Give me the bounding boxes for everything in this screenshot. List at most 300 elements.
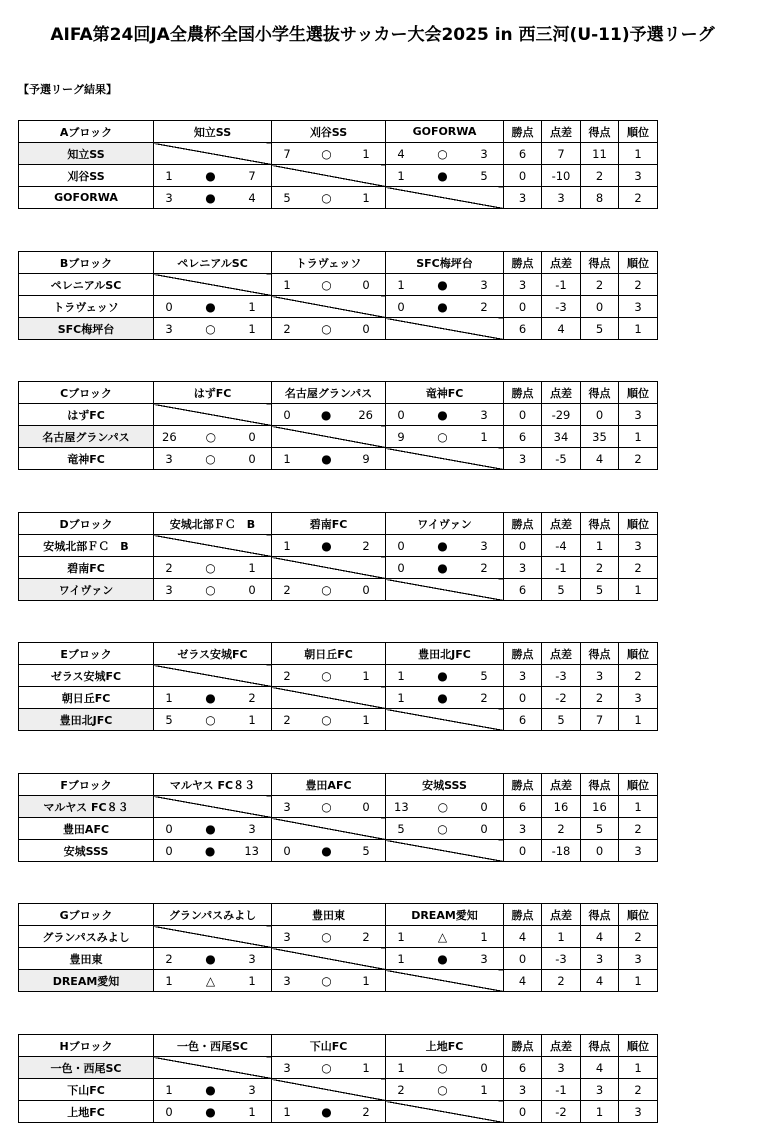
- match-result: [272, 796, 386, 818]
- stat-header: 点差: [542, 1035, 581, 1057]
- stat-header: 順位: [619, 643, 658, 665]
- goals-for: 5: [165, 712, 173, 727]
- score-line: [272, 800, 385, 814]
- result-mark: △: [205, 973, 216, 988]
- section-label: 【予選リーグ結果】: [18, 83, 117, 96]
- block-name: Cブロック: [19, 382, 154, 404]
- goals-for: 1: [165, 1082, 173, 1097]
- result-mark: ○: [321, 668, 332, 683]
- block-header-row: [19, 643, 658, 665]
- stat-header: 勝点: [504, 774, 542, 796]
- rank: 3: [619, 840, 658, 862]
- goals-against: 1: [248, 299, 256, 314]
- match-result: [154, 557, 272, 579]
- result-mark: ●: [205, 168, 216, 183]
- goal-difference: -3: [542, 948, 581, 970]
- goals-against: 7: [248, 168, 256, 183]
- goals-against: 5: [480, 668, 488, 683]
- team-row: [19, 318, 658, 340]
- stat-header: 点差: [542, 904, 581, 926]
- match-result: [154, 818, 272, 840]
- score-line: [154, 191, 271, 205]
- result-mark: ○: [437, 146, 448, 161]
- stat-header: 勝点: [504, 252, 542, 274]
- goals-scored: 7: [581, 709, 619, 731]
- self-match-cell: [154, 926, 272, 948]
- block-name: Dブロック: [19, 513, 154, 535]
- opponent-header: 豊田東: [272, 904, 386, 926]
- team-name: 下山FC: [19, 1079, 154, 1101]
- rank: 2: [619, 818, 658, 840]
- block-name: Aブロック: [19, 121, 154, 143]
- opponent-header: グランパスみよし: [154, 904, 272, 926]
- block-table: [18, 251, 658, 340]
- team-row: [19, 535, 658, 557]
- team-row: [19, 970, 658, 992]
- goals-for: 1: [397, 1060, 405, 1075]
- result-mark: ○: [321, 146, 332, 161]
- self-match-cell: [386, 840, 504, 862]
- result-mark: ○: [321, 929, 332, 944]
- rank: 1: [619, 970, 658, 992]
- self-match-cell: [272, 557, 386, 579]
- goals-scored: 8: [581, 187, 619, 209]
- match-result: [154, 948, 272, 970]
- team-name: 安城SSS: [19, 840, 154, 862]
- goals-for: 0: [165, 843, 173, 858]
- score-line: [386, 539, 503, 553]
- goals-against: 0: [480, 799, 488, 814]
- result-mark: ●: [437, 168, 448, 183]
- goal-difference: 5: [542, 579, 581, 601]
- rank: 1: [619, 143, 658, 165]
- win-points: 0: [504, 165, 542, 187]
- goals-against: 1: [362, 973, 370, 988]
- block-name: Eブロック: [19, 643, 154, 665]
- result-mark: ●: [437, 690, 448, 705]
- self-match-cell: [154, 535, 272, 557]
- team-name: はずFC: [19, 404, 154, 426]
- self-match-cell: [272, 948, 386, 970]
- opponent-header: 豊田北JFC: [386, 643, 504, 665]
- result-mark: ●: [321, 1104, 332, 1119]
- score-line: [272, 278, 385, 292]
- goals-scored: 4: [581, 448, 619, 470]
- block-table: [18, 381, 658, 470]
- result-mark: ○: [437, 1060, 448, 1075]
- goals-against: 1: [480, 1082, 488, 1097]
- opponent-header: マルヤス FC８３: [154, 774, 272, 796]
- team-row: [19, 579, 658, 601]
- rank: 1: [619, 1057, 658, 1079]
- goals-for: 1: [165, 168, 173, 183]
- score-line: [154, 713, 271, 727]
- goals-for: 2: [165, 560, 173, 575]
- team-row: [19, 296, 658, 318]
- block-table: [18, 120, 658, 209]
- opponent-header: 安城SSS: [386, 774, 504, 796]
- opponent-header: 下山FC: [272, 1035, 386, 1057]
- goals-against: 0: [480, 821, 488, 836]
- result-mark: ○: [321, 321, 332, 336]
- score-line: [386, 800, 503, 814]
- goals-against: 0: [248, 451, 256, 466]
- score-line: [386, 430, 503, 444]
- team-row: [19, 818, 658, 840]
- result-mark: ○: [205, 560, 216, 575]
- score-line: [272, 1061, 385, 1075]
- score-line: [154, 691, 271, 705]
- result-mark: ○: [321, 582, 332, 597]
- result-mark: △: [437, 929, 448, 944]
- opponent-header: 知立SS: [154, 121, 272, 143]
- result-mark: ●: [205, 821, 216, 836]
- goals-scored: 1: [581, 1101, 619, 1123]
- goals-for: 3: [165, 321, 173, 336]
- self-match-cell: [386, 187, 504, 209]
- goals-for: 1: [165, 690, 173, 705]
- win-points: 3: [504, 1079, 542, 1101]
- team-name: 名古屋グランパス: [19, 426, 154, 448]
- score-line: [272, 974, 385, 988]
- result-mark: ○: [321, 190, 332, 205]
- goals-against: 1: [362, 1060, 370, 1075]
- self-match-cell: [272, 296, 386, 318]
- goals-scored: 0: [581, 840, 619, 862]
- match-result: [386, 535, 504, 557]
- result-mark: ●: [205, 1082, 216, 1097]
- result-mark: ●: [205, 690, 216, 705]
- opponent-header: 刈谷SS: [272, 121, 386, 143]
- goals-against: 1: [248, 560, 256, 575]
- stat-header: 勝点: [504, 121, 542, 143]
- team-row: [19, 557, 658, 579]
- team-row: [19, 840, 658, 862]
- stat-header: 順位: [619, 774, 658, 796]
- block-name: Fブロック: [19, 774, 154, 796]
- block-header-row: [19, 382, 658, 404]
- team-row: [19, 187, 658, 209]
- result-mark: ○: [437, 821, 448, 836]
- score-line: [154, 561, 271, 575]
- match-result: [154, 970, 272, 992]
- goals-scored: 0: [581, 296, 619, 318]
- match-result: [154, 187, 272, 209]
- score-line: [386, 1083, 503, 1097]
- result-mark: ●: [437, 407, 448, 422]
- team-row: [19, 1101, 658, 1123]
- win-points: 3: [504, 187, 542, 209]
- stat-header: 勝点: [504, 904, 542, 926]
- win-points: 0: [504, 535, 542, 557]
- result-mark: ○: [205, 712, 216, 727]
- team-name: 上地FC: [19, 1101, 154, 1123]
- block-table: [18, 903, 658, 992]
- goals-against: 1: [362, 190, 370, 205]
- goals-against: 5: [480, 168, 488, 183]
- goals-against: 1: [480, 429, 488, 444]
- score-line: [272, 844, 385, 858]
- match-result: [386, 557, 504, 579]
- win-points: 3: [504, 665, 542, 687]
- score-line: [386, 691, 503, 705]
- rank: 3: [619, 687, 658, 709]
- goals-against: 9: [362, 451, 370, 466]
- goal-difference: 3: [542, 1057, 581, 1079]
- self-match-cell: [154, 665, 272, 687]
- goal-difference: -1: [542, 1079, 581, 1101]
- result-mark: ●: [205, 1104, 216, 1119]
- self-match-cell: [272, 818, 386, 840]
- opponent-header: トラヴェッソ: [272, 252, 386, 274]
- self-match-cell: [154, 404, 272, 426]
- win-points: 0: [504, 840, 542, 862]
- team-name: 竜神FC: [19, 448, 154, 470]
- goal-difference: -1: [542, 274, 581, 296]
- block-name: Gブロック: [19, 904, 154, 926]
- goals-against: 0: [362, 277, 370, 292]
- stat-header: 得点: [581, 252, 619, 274]
- rank: 3: [619, 404, 658, 426]
- team-name: ゼラス安城FC: [19, 665, 154, 687]
- goals-for: 1: [283, 538, 291, 553]
- match-result: [272, 274, 386, 296]
- opponent-header: ゼラス安城FC: [154, 643, 272, 665]
- goals-for: 0: [283, 407, 291, 422]
- score-line: [386, 952, 503, 966]
- rank: 3: [619, 296, 658, 318]
- goals-for: 5: [397, 821, 405, 836]
- win-points: 3: [504, 557, 542, 579]
- goals-for: 3: [283, 929, 291, 944]
- block-table: [18, 773, 658, 862]
- block-name: Hブロック: [19, 1035, 154, 1057]
- rank: 3: [619, 535, 658, 557]
- goals-for: 0: [397, 407, 405, 422]
- win-points: 6: [504, 796, 542, 818]
- rank: 1: [619, 796, 658, 818]
- result-mark: ●: [320, 407, 332, 422]
- score-line: [386, 561, 503, 575]
- goal-difference: -3: [542, 296, 581, 318]
- goals-against: 1: [248, 712, 256, 727]
- goals-scored: 4: [581, 1057, 619, 1079]
- stat-header: 得点: [581, 513, 619, 535]
- goal-difference: 4: [542, 318, 581, 340]
- goal-difference: 34: [542, 426, 581, 448]
- stat-header: 勝点: [504, 1035, 542, 1057]
- team-name: 朝日丘FC: [19, 687, 154, 709]
- opponent-header: 碧南FC: [272, 513, 386, 535]
- goals-against: 2: [248, 690, 256, 705]
- goals-for: 5: [283, 190, 291, 205]
- match-result: [272, 404, 386, 426]
- match-result: [272, 840, 386, 862]
- self-match-cell: [386, 579, 504, 601]
- match-result: [386, 165, 504, 187]
- goals-against: 0: [362, 799, 370, 814]
- result-mark: ●: [205, 951, 216, 966]
- stat-header: 順位: [619, 904, 658, 926]
- goals-for: 3: [283, 799, 291, 814]
- team-row: [19, 709, 658, 731]
- rank: 1: [619, 709, 658, 731]
- goals-for: 7: [283, 146, 291, 161]
- goal-difference: 3: [542, 187, 581, 209]
- goals-against: 1: [248, 1104, 256, 1119]
- team-name: 豊田北JFC: [19, 709, 154, 731]
- win-points: 0: [504, 296, 542, 318]
- win-points: 4: [504, 926, 542, 948]
- goals-scored: 2: [581, 274, 619, 296]
- goals-for: 13: [394, 799, 409, 814]
- block-header-row: [19, 121, 658, 143]
- match-result: [272, 535, 386, 557]
- opponent-header: SFC梅坪台: [386, 252, 504, 274]
- goals-for: 1: [397, 690, 405, 705]
- match-result: [272, 970, 386, 992]
- win-points: 3: [504, 274, 542, 296]
- result-mark: ○: [321, 712, 332, 727]
- goals-for: 1: [397, 929, 405, 944]
- score-line: [386, 669, 503, 683]
- win-points: 0: [504, 1101, 542, 1123]
- match-result: [386, 948, 504, 970]
- match-result: [386, 274, 504, 296]
- goals-for: 1: [283, 451, 291, 466]
- rank: 1: [619, 426, 658, 448]
- stat-header: 点差: [542, 643, 581, 665]
- self-match-cell: [154, 1057, 272, 1079]
- opponent-header: 上地FC: [386, 1035, 504, 1057]
- goals-against: 1: [248, 321, 256, 336]
- page-title: AIFA第24回JA全農杯全国小学生選抜サッカー大会2025 in 西三河(U-11)予選リーグ: [50, 25, 715, 45]
- rank: 2: [619, 1079, 658, 1101]
- block-name: Bブロック: [19, 252, 154, 274]
- goals-against: 0: [362, 321, 370, 336]
- score-line: [386, 1061, 503, 1075]
- score-line: [154, 430, 271, 444]
- goal-difference: 2: [542, 818, 581, 840]
- match-result: [272, 926, 386, 948]
- stat-header: 得点: [581, 774, 619, 796]
- match-result: [272, 143, 386, 165]
- result-mark: ●: [321, 843, 332, 858]
- goals-for: 1: [165, 973, 173, 988]
- goals-against: 3: [480, 146, 488, 161]
- goal-difference: -29: [542, 404, 581, 426]
- score-line: [272, 930, 385, 944]
- stat-header: 点差: [542, 774, 581, 796]
- team-row: [19, 165, 658, 187]
- goal-difference: -1: [542, 557, 581, 579]
- goals-for: 3: [283, 973, 291, 988]
- result-mark: ○: [437, 799, 449, 814]
- self-match-cell: [154, 274, 272, 296]
- score-line: [386, 408, 503, 422]
- goals-scored: 5: [581, 579, 619, 601]
- result-mark: ●: [204, 843, 216, 858]
- goals-against: 0: [480, 1060, 488, 1075]
- team-row: [19, 426, 658, 448]
- self-match-cell: [272, 687, 386, 709]
- match-result: [272, 448, 386, 470]
- goals-against: 3: [480, 277, 488, 292]
- match-result: [154, 296, 272, 318]
- win-points: 6: [504, 318, 542, 340]
- goals-against: 2: [362, 1104, 370, 1119]
- stat-header: 勝点: [504, 382, 542, 404]
- goals-scored: 5: [581, 318, 619, 340]
- self-match-cell: [154, 796, 272, 818]
- self-match-cell: [386, 1101, 504, 1123]
- score-line: [154, 844, 271, 858]
- opponent-header: 朝日丘FC: [272, 643, 386, 665]
- goal-difference: 1: [542, 926, 581, 948]
- block-table: [18, 1034, 658, 1123]
- opponent-header: 安城北部ＦＣ B: [154, 513, 272, 535]
- match-result: [386, 426, 504, 448]
- goals-for: 0: [397, 538, 405, 553]
- match-result: [386, 687, 504, 709]
- match-result: [386, 1079, 504, 1101]
- goals-against: 2: [362, 929, 370, 944]
- goals-scored: 3: [581, 665, 619, 687]
- score-line: [272, 539, 385, 553]
- match-result: [272, 665, 386, 687]
- goal-difference: -18: [542, 840, 581, 862]
- match-result: [386, 665, 504, 687]
- goals-scored: 35: [581, 426, 619, 448]
- match-result: [154, 1079, 272, 1101]
- match-result: [272, 1057, 386, 1079]
- rank: 3: [619, 165, 658, 187]
- self-match-cell: [386, 709, 504, 731]
- goal-difference: -4: [542, 535, 581, 557]
- rank: 2: [619, 557, 658, 579]
- team-row: [19, 948, 658, 970]
- goals-for: 0: [397, 299, 405, 314]
- self-match-cell: [272, 426, 386, 448]
- team-name: SFC梅坪台: [19, 318, 154, 340]
- rank: 2: [619, 274, 658, 296]
- win-points: 6: [504, 579, 542, 601]
- result-mark: ○: [205, 451, 216, 466]
- result-mark: ○: [321, 973, 332, 988]
- self-match-cell: [272, 1079, 386, 1101]
- goals-against: 3: [480, 951, 488, 966]
- goals-against: 4: [248, 190, 256, 205]
- self-match-cell: [272, 165, 386, 187]
- result-mark: ○: [321, 799, 332, 814]
- team-name: マルヤス FC８３: [19, 796, 154, 818]
- stat-header: 得点: [581, 904, 619, 926]
- match-result: [386, 796, 504, 818]
- goals-against: 0: [248, 429, 256, 444]
- goals-for: 0: [397, 560, 405, 575]
- team-name: ペレニアルSC: [19, 274, 154, 296]
- result-mark: ○: [437, 429, 448, 444]
- match-result: [154, 448, 272, 470]
- goals-against: 1: [480, 929, 488, 944]
- result-mark: ●: [205, 190, 216, 205]
- win-points: 6: [504, 426, 542, 448]
- match-result: [154, 579, 272, 601]
- rank: 3: [619, 1101, 658, 1123]
- self-match-cell: [154, 143, 272, 165]
- win-points: 6: [504, 709, 542, 731]
- stat-header: 得点: [581, 121, 619, 143]
